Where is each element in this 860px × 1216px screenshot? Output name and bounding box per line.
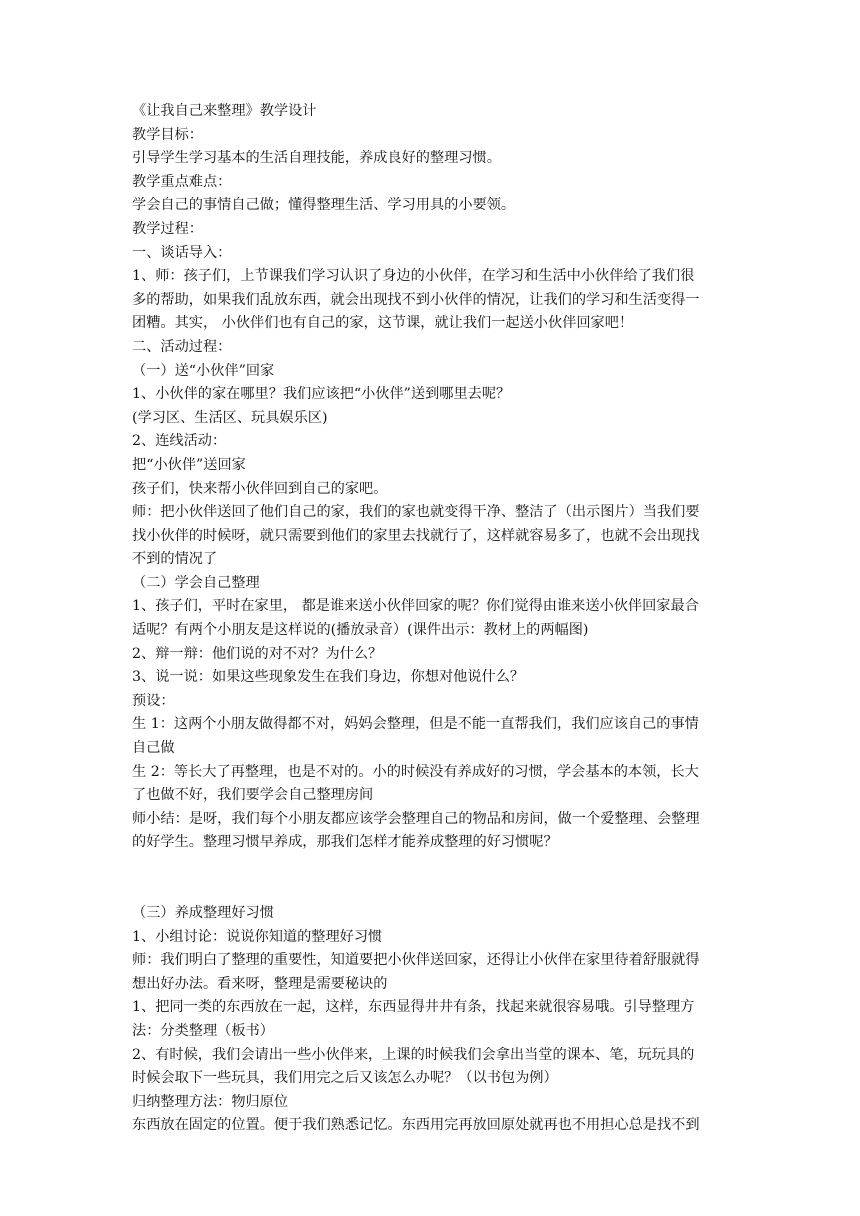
paragraph-line: 1、小伙伴的家在哪里？我们应该把“小伙伴”送到哪里去呢？ <box>132 386 511 403</box>
section-label-process: 教学过程： <box>132 220 203 237</box>
document-page <box>132 100 732 1138</box>
paragraph-line: 找小伙伴的时候呀，就只需要到他们的家里去找就行了，这样就容易多了，也就不会出现找 <box>132 527 700 544</box>
paragraph-line: 生 1：这两个小朋友做得都不对，妈妈会整理，但是不能一直帮我们，我们应该自己的事情 <box>132 716 699 733</box>
paragraph-line: 时候会取下一些玩具，我们用完之后又该怎么办呢？（以书包为例） <box>132 1070 558 1087</box>
paragraph-line: 适呢？有两个小朋友是这样说的(播放录音）(课件出示：教材上的两幅图) <box>132 622 589 639</box>
paragraph-line: 师：把小伙伴送回了他们自己的家，我们的家也就变得干净、整洁了（出示图片）当我们要 <box>132 504 700 521</box>
paragraph-line: 2、有时候，我们会请出一些小伙伴来，上课的时候我们会拿出当堂的课本、笔，玩玩具的 <box>132 1046 695 1063</box>
paragraph-line: 多的帮助，如果我们乱放东西，就会出现找不到小伙伴的情况，让我们的学习和生活变得一 <box>132 291 700 308</box>
paragraph-line: 法：分类整理（板书） <box>132 1022 274 1039</box>
paragraph-line: 2、连线活动： <box>132 433 227 450</box>
paragraph-line: 预设： <box>132 692 175 709</box>
paragraph-line: 1、师：孩子们，上节课我们学习认识了身边的小伙伴，在学习和生活中小伙伴给了我们很 <box>132 268 695 285</box>
paragraph-line: 了也做不好，我们要学会自己整理房间 <box>132 787 374 804</box>
paragraph-line: 东西放在固定的位置。便于我们熟悉记忆。东西用完再放回原处就再也不用担心总是找不到 <box>132 1117 700 1134</box>
paragraph-line: 把“小伙伴”送回家 <box>132 456 246 473</box>
paragraph-line: 孩子们，快来帮小伙伴回到自己的家吧。 <box>132 480 388 497</box>
paragraph-line: (学习区、生活区、玩具娱乐区) <box>132 409 328 426</box>
part1-heading: 一、谈话导入： <box>132 244 232 261</box>
part2-heading: 二、活动过程： <box>132 338 232 355</box>
paragraph-line: 3、说一说：如果这些现象发生在我们身边，你想对他说什么？ <box>132 669 525 686</box>
blank-space <box>132 855 732 902</box>
paragraph-line: 1、小组讨论：说说你知道的整理好习惯 <box>132 928 383 945</box>
document-title: 《让我自己来整理》教学设计 <box>132 103 317 119</box>
key-points-text: 学会自己的事情自己做；懂得整理生活、学习用具的小要领。 <box>132 197 516 214</box>
section-label-goals: 教学目标： <box>132 126 203 143</box>
paragraph-line: 归纳整理方法：物归原位 <box>132 1093 289 1110</box>
paragraph-line: 师：我们明白了整理的重要性，知道要把小伙伴送回家，还得让小伙伴在家里待着舒服就得 <box>132 952 700 969</box>
goals-text: 引导学生学习基本的生活自理技能，养成良好的整理习惯。 <box>132 150 501 167</box>
paragraph-line: 1、把同一类的东西放在一起，这样，东西显得井井有条，找起来就很容易哦。引导整理方 <box>132 999 695 1016</box>
sub1-heading: （一）送“小伙伴”回家 <box>132 362 275 379</box>
section-label-key-points: 教学重点难点： <box>132 173 232 190</box>
paragraph-line: 团糟。其实， 小伙伴们也有自己的家，这节课，就让我们一起送小伙伴回家吧！ <box>132 315 634 332</box>
sub3-heading: （三）养成整理好习惯 <box>132 905 274 921</box>
paragraph-line: 不到的情况了 <box>132 551 218 568</box>
paragraph-line: 想出好办法。看来呀，整理是需要秘诀的 <box>132 975 388 992</box>
paragraph-line: 师小结：是呀，我们每个小朋友都应该学会整理自己的物品和房间，做一个爱整理、会整理 <box>132 810 700 827</box>
paragraph-line: 自己做 <box>132 740 175 757</box>
paragraph-line: 生 2：等长大了再整理，也是不对的。小的时候没有养成好的习惯，学会基本的本领，长大 <box>132 763 699 780</box>
paragraph-line: 1、孩子们，平时在家里， 都是谁来送小伙伴回家的呢？你们觉得由谁来送小伙伴回家最合 <box>132 598 699 615</box>
paragraph-line: 2、辩一辩：他们说的对不对？为什么？ <box>132 645 383 662</box>
sub2-heading: （二）学会自己整理 <box>132 574 260 591</box>
paragraph-line: 的好学生。整理习惯早养成，那我们怎样才能养成整理的好习惯呢？ <box>132 834 558 851</box>
